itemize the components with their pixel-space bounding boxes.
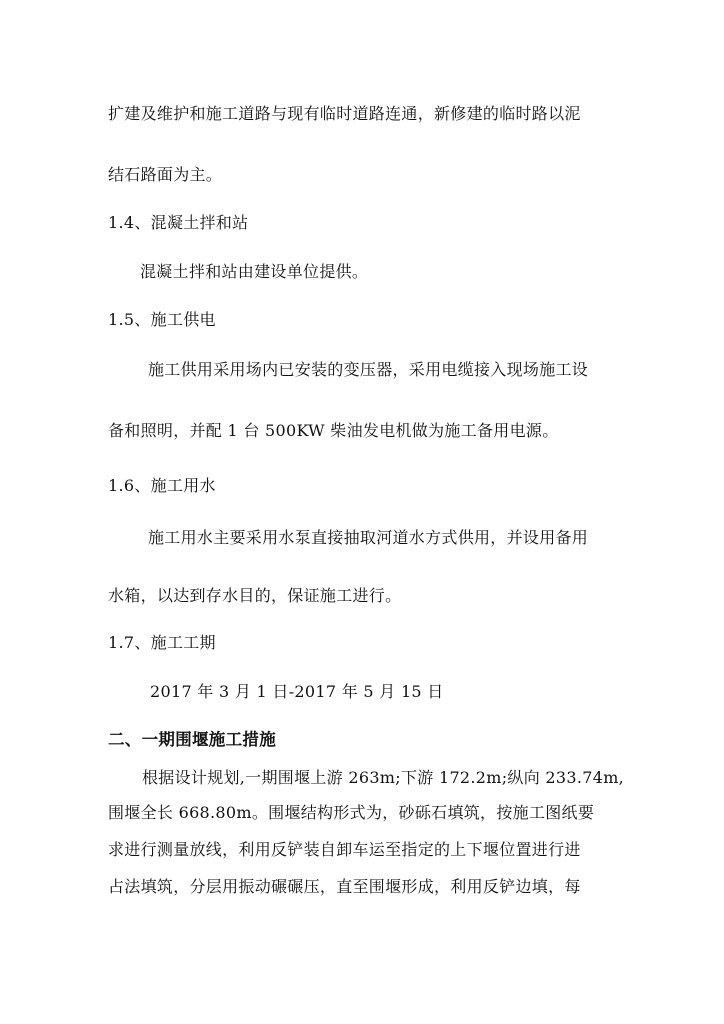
body-text-line: 水箱，以达到存水目的，保证施工进行。 — [108, 586, 402, 605]
schedule-dates: 2017 年 3 月 1 日-2017 年 5 月 15 日 — [150, 682, 444, 701]
body-text-line: 占法填筑，分层用振动碾碾压，直至围堰形成，利用反铲边填，每 — [108, 877, 581, 896]
section-heading-1-4: 1.4、混凝土拌和站 — [108, 213, 249, 232]
body-text-line: 施工用水主要采用水泵直接抽取河道水方式供用，并设用备用 — [148, 528, 589, 547]
body-text-line: 根据设计规划,一期围堰上游 263m;下游 172.2m;纵向 233.74m, — [142, 768, 625, 787]
body-text-line: 混凝土拌和站由建设单位提供。 — [140, 262, 369, 281]
section-heading-1-7: 1.7、施工工期 — [108, 633, 216, 652]
body-text-line: 备和照明，并配 1 台 500KW 柴油发电机做为施工备用电源。 — [108, 421, 559, 440]
section-heading-1-6: 1.6、施工用水 — [108, 476, 216, 495]
body-text-line: 施工供用采用场内已安装的变压器，采用电缆接入现场施工设 — [148, 360, 589, 379]
section-heading-1-5: 1.5、施工供电 — [108, 310, 216, 329]
body-text-line: 围堰全长 668.80m。围堰结构形式为，砂砾石填筑，按施工图纸要 — [108, 803, 595, 822]
body-text-line: 结石路面为主。 — [108, 165, 223, 184]
body-text-line: 扩建及维护和施工道路与现有临时道路连通，新修建的临时路以泥 — [108, 104, 581, 123]
body-text-line: 求进行测量放线，利用反铲装自卸车运至指定的上下堰位置进行进 — [108, 840, 581, 859]
chapter-heading-2: 二、一期围堰施工措施 — [108, 730, 276, 749]
